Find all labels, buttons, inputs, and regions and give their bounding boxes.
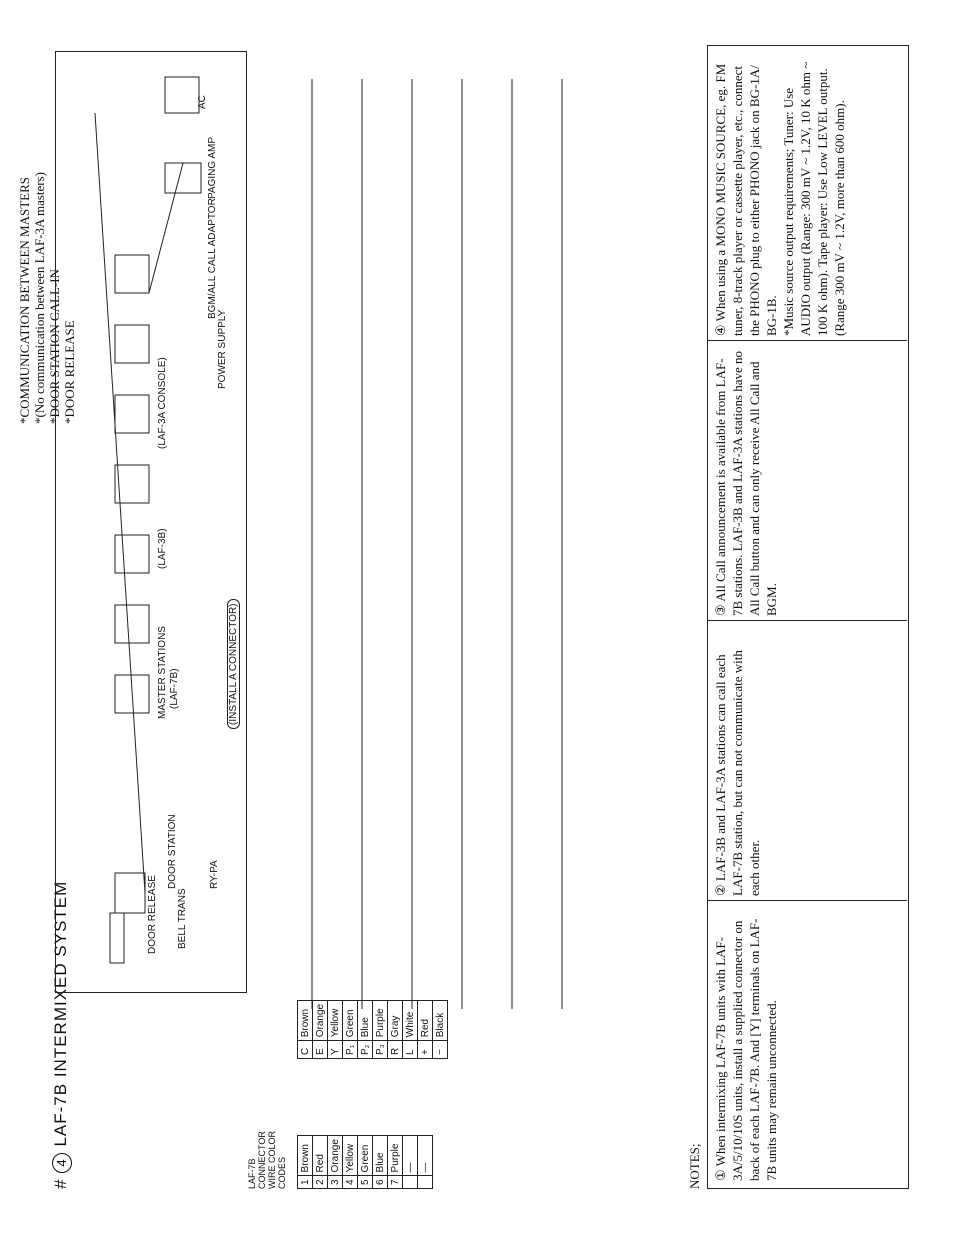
wire-code-pin: 4	[343, 1176, 358, 1189]
door-station-icon	[115, 873, 145, 913]
bgm-adaptor-label: BGM/ALL CALL ADAPTOR	[207, 198, 218, 319]
wire-code-color: Orange	[313, 1000, 328, 1040]
wire-code-color: Orange	[328, 1136, 343, 1176]
laf3b-group-label: (LAF-3B)	[157, 528, 168, 569]
wire-code-color: Blue	[358, 1000, 373, 1040]
master-stations-label: MASTER STATIONS	[157, 626, 168, 719]
wire-code-color: Black	[433, 1000, 448, 1040]
note-2: ② LAF-3B and LAF-3A stations can call each LAF-7B station, but can not communicate with each other.	[713, 650, 762, 896]
wire-code-pin: P₂	[358, 1041, 373, 1059]
wire-code-color: —	[418, 1136, 433, 1176]
section-number: 4	[52, 1153, 72, 1173]
system-title: LAF-7B INTERMIXED SYSTEM	[51, 880, 70, 1147]
wire-code-color: Red	[418, 1000, 433, 1040]
wire-code-color: Brown	[298, 1136, 313, 1176]
wire-code-pin: P₁	[343, 1041, 358, 1059]
wire-code-pin: 2	[313, 1176, 328, 1189]
feature-item: *DOOR STATION CALL-IN	[47, 269, 62, 424]
wire-code-pin: Y	[328, 1041, 343, 1059]
note-4-requirements: *Music source output requirements; Tuner: Use AUDIO output (Range: 300 mV ~ 1.2V, 10 K ohm ~ 100 K ohm). Tape player: Use Low LEVEL output. (Range 300 mV ~ 1.2V, more than 600 ohm).	[781, 61, 847, 336]
feature-item: *COMMUNICATION BETWEEN MASTERS	[17, 177, 32, 424]
laf7b-group-label: (LAF-7B)	[169, 668, 180, 709]
wire-code-pin: 6	[373, 1176, 388, 1189]
note-1: ① When intermixing LAF-7B units with LAF-3A/5/10/10S units, install a supplied connector on back of each LAF-7B. And [Y] terminals on LAF-7B units may remain unconnected.	[713, 918, 779, 1181]
notes-heading: NOTES;	[687, 1143, 702, 1189]
wire-code-pin: 7	[388, 1176, 403, 1189]
wire-code-pin: +	[418, 1041, 433, 1059]
wiring-diagram	[252, 49, 692, 1159]
paging-amp-icon	[165, 77, 199, 113]
note-3: ③ All Call announcement is available from LAF-7B stations. LAF-3B and LAF-3A stations have no All Call button and can only receive All Call and BGM.	[713, 350, 779, 616]
wire-code-color: White	[403, 1000, 418, 1040]
power-supply-label: POWER SUPPLY	[217, 309, 228, 389]
wire-code-color: Yellow	[343, 1136, 358, 1176]
master-station-icon	[115, 325, 149, 363]
wire-code-color: Gray	[388, 1000, 403, 1040]
wire-code-color: Purple	[373, 1000, 388, 1040]
bell-trans-label: BELL TRANS	[177, 888, 188, 949]
wire-code-color: Green	[343, 1000, 358, 1040]
note-4: ④ When using a MONO MUSIC SOURCE, eg. FM tuner, 8-track player or cassette player, etc., connect the PHONO plug to either PHONO jack on BG-1A/ BG-1B. *Music source output requirements; Tuner: Use AUDIO output (Range: 300 mV ~ 1.2V, 10 K ohm ~ 100 K ohm). Tape player: Use Low LEVEL output. (Range 300 mV ~ 1.2V, more than 600 ohm).	[713, 61, 847, 336]
wire-code-color: Green	[358, 1136, 373, 1176]
wire-code-pin: C	[298, 1041, 313, 1059]
wire-code-pin	[418, 1176, 433, 1189]
wire-code-pin: 3	[328, 1176, 343, 1189]
paging-amp-label: PAGING AMP	[207, 136, 218, 199]
wire-codes-title: LAF-7B CONNECTOR WIRE COLOR CODES	[247, 1130, 287, 1189]
wire-code-color: —	[403, 1136, 418, 1176]
wire-code-pin: P₃	[373, 1041, 388, 1059]
master-station-icon	[115, 395, 149, 433]
wire-code-pin: E	[313, 1041, 328, 1059]
wire-code-pin	[403, 1176, 418, 1189]
rotated-diagram-sheet	[17, 47, 907, 1189]
door-release-icon	[110, 913, 124, 963]
master-station-icon	[115, 605, 149, 643]
feature-item: *DOOR RELEASE	[62, 320, 77, 424]
wire-code-color: Purple	[388, 1136, 403, 1176]
notes-divider	[707, 340, 907, 341]
wire-code-color: Blue	[373, 1136, 388, 1176]
notes-divider	[707, 620, 907, 621]
door-release-label: DOOR RELEASE	[147, 875, 158, 954]
wire-code-pin: R	[388, 1041, 403, 1059]
notes-divider	[707, 900, 907, 901]
wire-code-pin: 1	[298, 1176, 313, 1189]
wire-code-color: Yellow	[328, 1000, 343, 1040]
ry-pa-label: RY-PA	[209, 860, 220, 889]
wire-code-color: Red	[313, 1136, 328, 1176]
wire-code-pin: −	[433, 1041, 448, 1059]
master-station-icon	[115, 255, 149, 293]
laf3a-console-label: (LAF-3A CONSOLE)	[157, 357, 168, 449]
door-station-label: DOOR STATION	[167, 814, 178, 889]
overview-drawing	[55, 53, 245, 993]
install-connector-label: (INSTALL A CONNECTOR)	[227, 599, 240, 729]
master-station-icon	[115, 535, 149, 573]
wire-code-pin: 5	[358, 1176, 373, 1189]
ac-label: AC	[197, 95, 208, 109]
feature-item: *(No communication between LAF-3A masters)	[32, 172, 47, 424]
bgm-adaptor-icon	[165, 163, 201, 193]
wire-code-color: Brown	[298, 1000, 313, 1040]
page-heading: #4LAF-7B INTERMIXED SYSTEM	[51, 880, 70, 1189]
wire-code-pin: L	[403, 1041, 418, 1059]
